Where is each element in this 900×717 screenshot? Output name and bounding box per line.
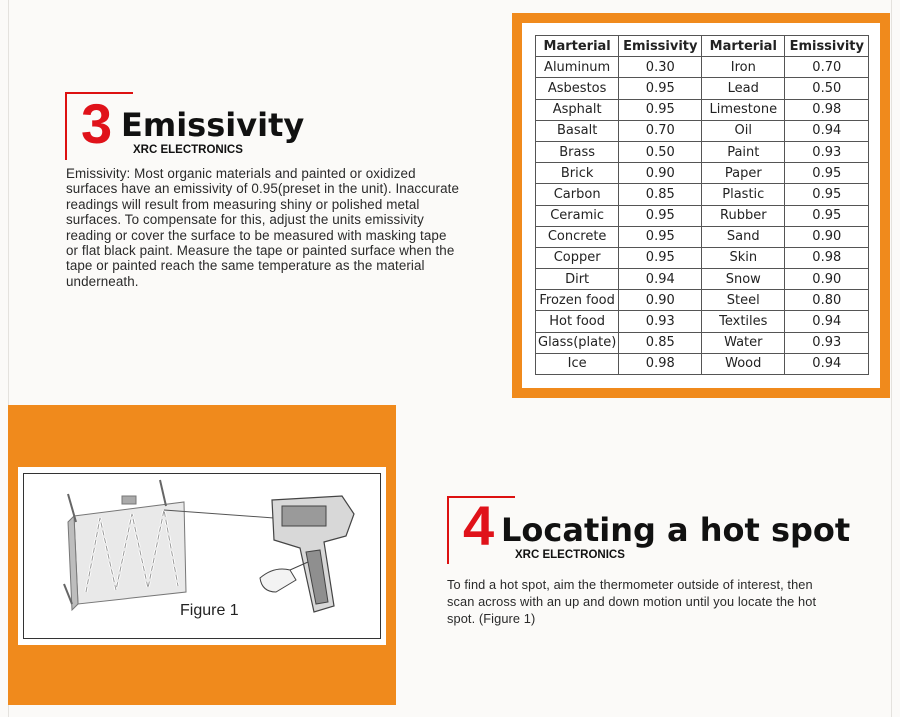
emissivity-description: Emissivity: Most organic materials and painted or oxidized surfaces have an emissivity of 0.95(preset in the unit). Inaccurate readings will result from measuring shiny or polished metal surfaces. To compensate for this, adjust the units emissivity reading or cover the surface to be measured with masking tape or flat black paint. Measure the tape or painted surface when the tape or painted reach the same temperature as the material underneath. bbox=[66, 166, 459, 289]
table-row bbox=[536, 57, 869, 78]
material-cell: Limestone bbox=[702, 99, 785, 120]
section-3-header bbox=[63, 89, 363, 169]
material-cell: Asbestos bbox=[536, 78, 619, 99]
emissivity-cell: 0.50 bbox=[785, 78, 869, 99]
material-cell: Textiles bbox=[702, 311, 785, 332]
material-cell: Steel bbox=[702, 290, 785, 311]
material-cell: Snow bbox=[702, 269, 785, 290]
emissivity-cell: 0.30 bbox=[619, 57, 702, 78]
emissivity-cell: 0.95 bbox=[785, 163, 869, 184]
figure-card bbox=[8, 405, 396, 705]
table-row bbox=[536, 311, 869, 332]
emissivity-cell: 0.93 bbox=[619, 311, 702, 332]
table-row bbox=[536, 163, 869, 184]
emissivity-cell: 0.90 bbox=[619, 290, 702, 311]
section-4-header bbox=[445, 493, 875, 573]
table-row bbox=[536, 120, 869, 141]
material-cell: Carbon bbox=[536, 184, 619, 205]
emissivity-cell: 0.95 bbox=[619, 99, 702, 120]
emissivity-cell: 0.94 bbox=[785, 311, 869, 332]
material-cell: Sand bbox=[702, 226, 785, 247]
column-header: Marterial bbox=[702, 36, 785, 57]
material-cell: Paper bbox=[702, 163, 785, 184]
material-cell: Skin bbox=[702, 247, 785, 268]
table-header-row bbox=[536, 36, 869, 57]
table-row bbox=[536, 332, 869, 353]
emissivity-cell: 0.85 bbox=[619, 184, 702, 205]
section-title: Locating a hot spot bbox=[501, 511, 851, 549]
emissivity-cell: 0.95 bbox=[619, 78, 702, 99]
brand-subtitle: XRC ELECTRONICS bbox=[133, 144, 243, 156]
material-cell: Brass bbox=[536, 141, 619, 162]
emissivity-cell: 0.90 bbox=[619, 163, 702, 184]
column-header: Emissivity bbox=[785, 36, 869, 57]
page-edge bbox=[891, 0, 892, 717]
emissivity-cell: 0.95 bbox=[785, 184, 869, 205]
material-cell: Concrete bbox=[536, 226, 619, 247]
emissivity-table bbox=[535, 35, 869, 375]
emissivity-cell: 0.93 bbox=[785, 332, 869, 353]
table-row bbox=[536, 247, 869, 268]
brand-subtitle: XRC ELECTRONICS bbox=[515, 549, 625, 561]
emissivity-cell: 0.98 bbox=[785, 99, 869, 120]
table-row bbox=[536, 353, 869, 374]
material-cell: Rubber bbox=[702, 205, 785, 226]
thermometer-display bbox=[282, 506, 326, 526]
column-header: Emissivity bbox=[619, 36, 702, 57]
table-row bbox=[536, 99, 869, 120]
emissivity-cell: 0.85 bbox=[619, 332, 702, 353]
emissivity-cell: 0.95 bbox=[619, 247, 702, 268]
target-object-icon bbox=[74, 502, 186, 604]
table-row bbox=[536, 184, 869, 205]
hand-icon bbox=[260, 569, 296, 592]
figure-box bbox=[18, 467, 386, 645]
column-header: Marterial bbox=[536, 36, 619, 57]
section-number: 4 bbox=[463, 494, 495, 557]
object-bracket bbox=[160, 480, 166, 506]
material-cell: Wood bbox=[702, 353, 785, 374]
table-row bbox=[536, 78, 869, 99]
emissivity-cell: 0.80 bbox=[785, 290, 869, 311]
emissivity-cell: 0.95 bbox=[785, 205, 869, 226]
emissivity-cell: 0.98 bbox=[619, 353, 702, 374]
material-cell: Brick bbox=[536, 163, 619, 184]
object-cap bbox=[122, 496, 136, 504]
emissivity-cell: 0.70 bbox=[619, 120, 702, 141]
emissivity-cell: 0.98 bbox=[785, 247, 869, 268]
table-body bbox=[536, 57, 869, 375]
material-cell: Copper bbox=[536, 247, 619, 268]
section-number: 3 bbox=[81, 92, 113, 155]
material-cell: Lead bbox=[702, 78, 785, 99]
emissivity-cell: 0.90 bbox=[785, 269, 869, 290]
table-row bbox=[536, 226, 869, 247]
emissivity-cell: 0.93 bbox=[785, 141, 869, 162]
table-row bbox=[536, 205, 869, 226]
material-cell: Hot food bbox=[536, 311, 619, 332]
emissivity-cell: 0.95 bbox=[619, 226, 702, 247]
material-cell: Ceramic bbox=[536, 205, 619, 226]
material-cell: Glass(plate) bbox=[536, 332, 619, 353]
table-row bbox=[536, 141, 869, 162]
material-cell: Water bbox=[702, 332, 785, 353]
emissivity-cell: 0.95 bbox=[619, 205, 702, 226]
section-title: Emissivity bbox=[121, 106, 305, 144]
material-cell: Paint bbox=[702, 141, 785, 162]
emissivity-cell: 0.94 bbox=[619, 269, 702, 290]
table-row bbox=[536, 290, 869, 311]
material-cell: Asphalt bbox=[536, 99, 619, 120]
table-row bbox=[536, 269, 869, 290]
material-cell: Ice bbox=[536, 353, 619, 374]
material-cell: Oil bbox=[702, 120, 785, 141]
figure-caption: Figure 1 bbox=[180, 602, 239, 619]
hot-spot-description: To find a hot spot, aim the thermometer outside of interest, then scan across with an up and down motion until you locate the hot spot. (Figure 1) bbox=[447, 577, 817, 626]
material-cell: Dirt bbox=[536, 269, 619, 290]
emissivity-table-card bbox=[512, 13, 890, 398]
figure-frame bbox=[23, 473, 381, 639]
material-cell: Plastic bbox=[702, 184, 785, 205]
emissivity-cell: 0.94 bbox=[785, 353, 869, 374]
emissivity-cell: 0.70 bbox=[785, 57, 869, 78]
material-cell: Frozen food bbox=[536, 290, 619, 311]
material-cell: Basalt bbox=[536, 120, 619, 141]
material-cell: Iron bbox=[702, 57, 785, 78]
emissivity-cell: 0.50 bbox=[619, 141, 702, 162]
material-cell: Aluminum bbox=[536, 57, 619, 78]
emissivity-cell: 0.94 bbox=[785, 120, 869, 141]
emissivity-cell: 0.90 bbox=[785, 226, 869, 247]
